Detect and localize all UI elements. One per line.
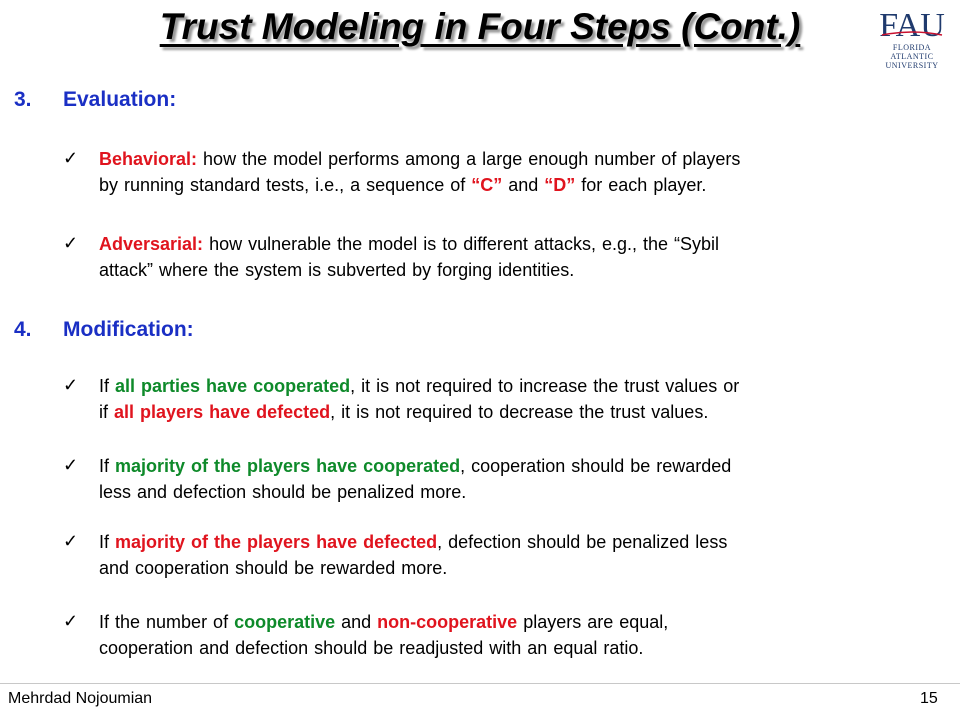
item-text: cooperation and defection should be readjusted with an equal ratio. bbox=[99, 638, 644, 658]
item-text: If bbox=[99, 532, 116, 552]
section-number: 4. bbox=[14, 318, 32, 341]
slide-title: Trust Modeling in Four Steps (Cont.) bbox=[159, 6, 801, 47]
item-text: attack” where the system is subverted by forging identities. bbox=[99, 260, 575, 280]
highlight-green: majority of the players have cooperated bbox=[115, 456, 461, 476]
section-number: 3. bbox=[14, 88, 32, 111]
item-text: players are equal, bbox=[517, 612, 669, 632]
logo-line-1: FLORIDA bbox=[892, 43, 932, 52]
item-label: Behavioral: bbox=[99, 149, 198, 169]
item-text: , it is not required to increase the trust values or bbox=[350, 376, 740, 396]
highlight-d: “D” bbox=[544, 175, 576, 195]
highlight-red: non-cooperative bbox=[377, 612, 518, 632]
item-text: for each player. bbox=[575, 175, 707, 195]
highlight-c: “C” bbox=[471, 175, 503, 195]
checkmark-icon: ✓ bbox=[63, 455, 79, 475]
item-text: by running standard tests, i.e., a sequence of bbox=[99, 175, 472, 195]
item-text: and bbox=[502, 175, 545, 195]
footer-divider bbox=[0, 683, 960, 684]
page-number: 15 bbox=[920, 690, 938, 707]
logo-line-2: ATLANTIC bbox=[890, 52, 934, 61]
item-text: how vulnerable the model is to different attacks, e.g., the “Sybil bbox=[203, 234, 720, 254]
highlight-red: majority of the players have defected bbox=[115, 532, 438, 552]
checkmark-icon: ✓ bbox=[63, 375, 79, 395]
highlight-green: all parties have cooperated bbox=[115, 376, 351, 396]
logo-line-3: UNIVERSITY bbox=[885, 61, 939, 70]
item-text: if bbox=[99, 402, 115, 422]
item-text: , defection should be penalized less bbox=[437, 532, 728, 552]
checkmark-icon: ✓ bbox=[63, 233, 79, 253]
section-heading: Evaluation: bbox=[63, 88, 177, 111]
fau-logo bbox=[872, 5, 952, 73]
section-heading: Modification: bbox=[63, 318, 194, 341]
item-text: If bbox=[99, 456, 116, 476]
footer-author: Mehrdad Nojoumian bbox=[8, 690, 153, 707]
item-text: If the number of bbox=[99, 612, 235, 632]
section-modification-heading bbox=[14, 318, 194, 342]
checkmark-icon: ✓ bbox=[63, 611, 79, 631]
item-text: how the model performs among a large enough number of players bbox=[197, 149, 741, 169]
highlight-green: cooperative bbox=[234, 612, 336, 632]
item-text: If bbox=[99, 376, 116, 396]
fau-logo-mark bbox=[872, 5, 952, 41]
fau-logo-letters: FAU bbox=[879, 7, 945, 41]
highlight-red: all players have defected bbox=[114, 402, 331, 422]
item-text: less and defection should be penalized more. bbox=[99, 482, 467, 502]
section-evaluation-heading bbox=[14, 88, 176, 112]
item-text: , cooperation should be rewarded bbox=[460, 456, 732, 476]
item-text: , it is not required to decrease the trust values. bbox=[330, 402, 709, 422]
item-text: and cooperation should be rewarded more. bbox=[99, 558, 448, 578]
checkmark-icon: ✓ bbox=[63, 531, 79, 551]
checkmark-icon: ✓ bbox=[63, 148, 79, 168]
item-label: Adversarial: bbox=[99, 234, 204, 254]
item-text: and bbox=[335, 612, 378, 632]
